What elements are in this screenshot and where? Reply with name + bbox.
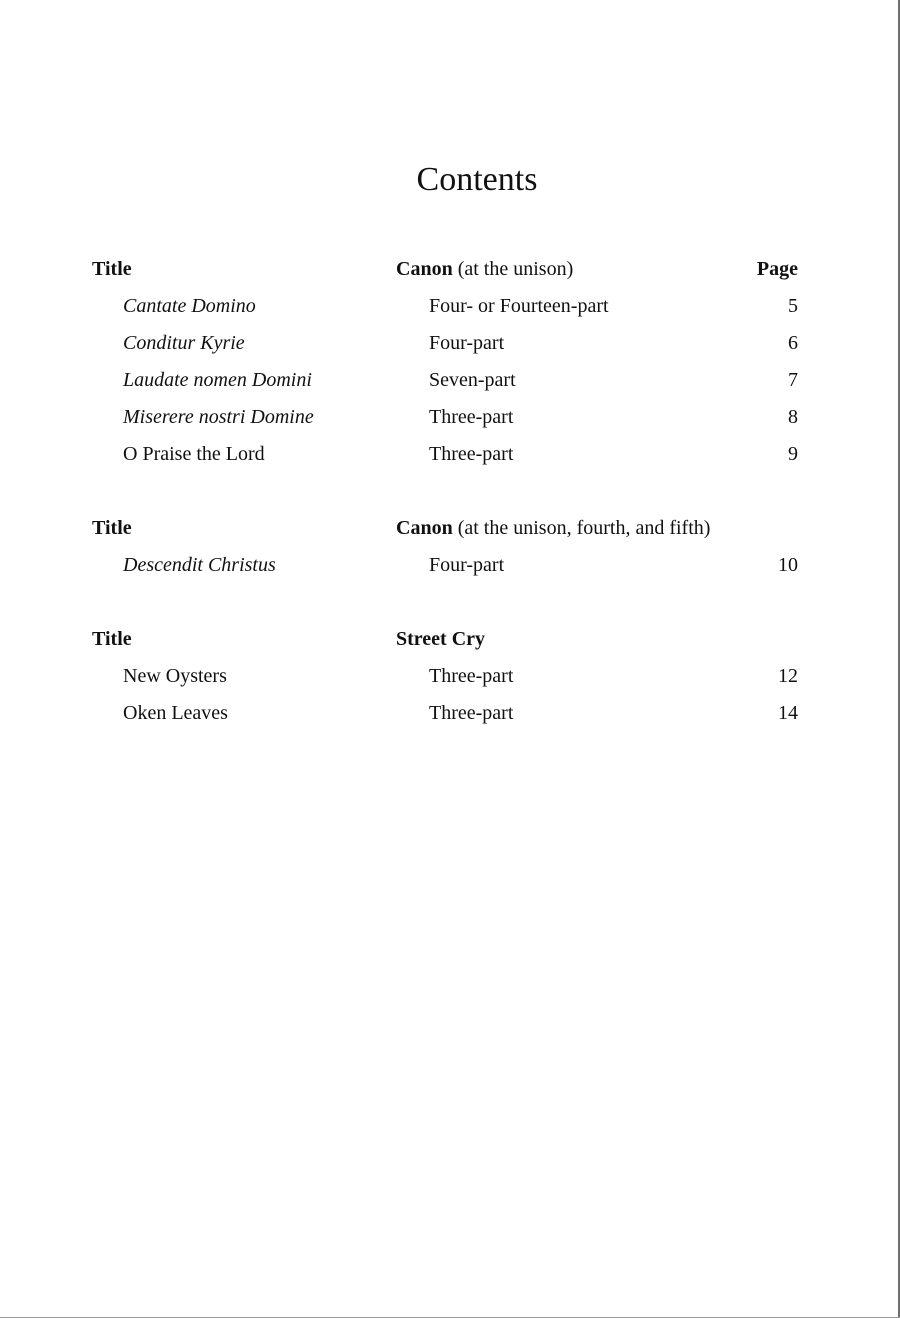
header-type-rest: (at the unison)	[452, 258, 574, 280]
entry-parts: Three-part	[429, 406, 514, 428]
toc-entry	[0, 329, 900, 357]
header-type-label	[396, 255, 573, 283]
entry-page: 12	[778, 665, 798, 687]
entry-page: 5	[788, 295, 798, 317]
entry-parts: Four- or Fourteen-part	[429, 295, 609, 317]
entry-title: Cantate Domino	[123, 295, 256, 317]
toc-entry	[0, 403, 900, 431]
header-page-label: Page	[756, 258, 798, 280]
toc-entry	[0, 292, 900, 320]
entry-parts: Seven-part	[429, 369, 516, 391]
entry-page: 8	[788, 406, 798, 428]
header-title-label: Title	[92, 517, 132, 539]
entry-parts: Four-part	[429, 554, 505, 576]
entry-title: O Praise the Lord	[123, 443, 265, 465]
entry-parts: Four-part	[429, 332, 505, 354]
entry-title: Miserere nostri Domine	[123, 406, 314, 428]
entry-title: Oken Leaves	[123, 702, 228, 724]
entry-page: 10	[778, 554, 798, 576]
toc-entry	[0, 440, 900, 468]
page-title: Contents	[416, 161, 538, 198]
toc-entry	[0, 366, 900, 394]
entry-title: New Oysters	[123, 665, 227, 687]
toc-entry	[0, 699, 900, 727]
entry-title: Conditur Kyrie	[123, 332, 245, 354]
entry-parts: Three-part	[429, 443, 514, 465]
entry-page: 7	[788, 369, 798, 391]
entry-parts: Three-part	[429, 665, 514, 687]
entry-title: Laudate nomen Domini	[123, 369, 312, 391]
toc-entry	[0, 551, 900, 579]
section-header-canon-unison	[0, 255, 900, 283]
entry-page: 9	[788, 443, 798, 465]
header-type-bold: Street Cry	[396, 628, 486, 650]
header-title-label: Title	[92, 258, 132, 280]
header-type-bold: Canon	[396, 517, 453, 539]
header-type-rest: (at the unison, fourth, and fifth)	[452, 517, 711, 539]
header-type-label	[396, 514, 710, 542]
header-type-bold: Canon	[396, 258, 453, 280]
section-header-street-cry	[0, 625, 900, 653]
header-type-label	[396, 625, 485, 653]
header-title-label: Title	[92, 628, 132, 650]
entry-title: Descendit Christus	[123, 554, 276, 576]
section-header-canon-intervals	[0, 514, 900, 542]
entry-page: 14	[778, 702, 798, 724]
entry-parts: Three-part	[429, 702, 514, 724]
entry-page: 6	[788, 332, 798, 354]
toc-entry	[0, 662, 900, 690]
